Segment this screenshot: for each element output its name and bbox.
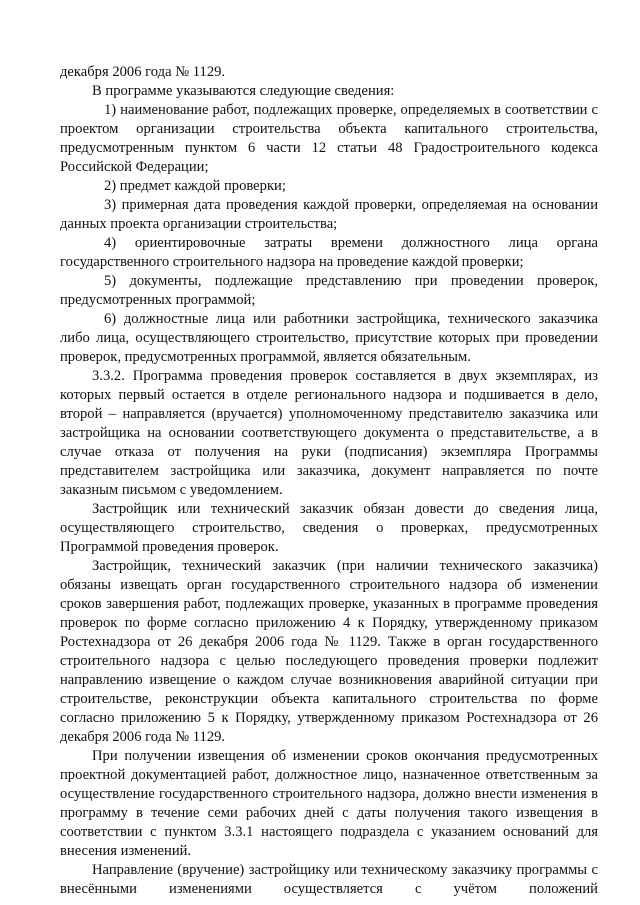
list-item-2-inspection-subject: 2) предмет каждой проверки;	[104, 178, 286, 194]
paragraph-program-changes: При получении извещения об изменении сроков окончания предусмотренных проектной документацией работ, должностное лицо, назначенное ответственным за осуществление государственного строительного надзора, должно внести изменения в программу в течение семи рабочих дней с даты получения такого извещения в соответствии с пунктом 3.3.1 настоящего подраздела с указанием оснований для внесения изменений.	[60, 748, 598, 859]
paragraph-program-contents-intro: В программе указываются следующие сведения:	[92, 83, 395, 99]
list-item-1-work-names: 1) наименование работ, подлежащих проверке, определяемых в соответствии с проектом организации строительства объекта капитального строительства, предусмотренным пунктом 6 части 12 статьи 48 Градостроительного кодекса Российской Федерации;	[60, 102, 598, 175]
paragraph-3-3-2-copies: 3.3.2. Программа проведения проверок составляется в двух экземплярах, из которых первый остается в отделе регионального надзора и подшивается в дело, второй – направляется (вручается) уполномоченному представителю заказчика или застройщика на основании соответствующего документа о представительстве, а в случае отказа от получения на руки (подписания) экземпляра Программы представителем застройщика или заказчика, документ направляется по почте заказным письмом с уведомлением.	[60, 368, 598, 498]
document-page	[60, 63, 598, 899]
list-item-4-time-costs: 4) ориентировочные затраты времени должностного лица органа государственного строительного надзора на проведение каждой проверки;	[60, 235, 598, 270]
paragraph-delivery-of-changes: Направление (вручение) застройщику или техническому заказчику программы с внесёнными изменениями осуществляется с учётом положений	[60, 862, 598, 897]
paragraph-developer-notify: Застройщик или технический заказчик обязан довести до сведения лица, осуществляющего строительство, сведения о проверках, предусмотренных Программой проведения проверок.	[60, 501, 598, 555]
list-item-5-documents: 5) документы, подлежащие представлению при проведении проверок, предусмотренных программой;	[60, 273, 598, 308]
list-item-6-officials: 6) должностные лица или работники застройщика, технического заказчика либо лица, осуществляющего строительство, присутствие которых при проведении проверок, предусмотренных программой, является обязательным.	[60, 311, 598, 365]
list-item-3-inspection-date: 3) примерная дата проведения каждой проверки, определяемая на основании данных проекта организации строительства;	[60, 197, 598, 232]
paragraph-developer-obligations: Застройщик, технический заказчик (при наличии технического заказчика) обязаны извещать орган государственного строительного надзора об изменении сроков завершения работ, подлежащих проверке, указанных в программе проведения проверок по форме согласно приложению 4 к Порядку, утвержденному приказом Ростехнадзора от 26 декабря 2006 года № 1129. Также в орган государственного строительного надзора с целью последующего проведения проверки подлежит направлению извещение о каждом случае возникновения аварийной ситуации при строительстве, реконструкции объекта капитального строительства по форме согласно приложению 5 к Порядку, утвержденному приказом Ростехнадзора от 26 декабря 2006 года № 1129.	[60, 558, 598, 745]
paragraph-order-ref: декабря 2006 года № 1129.	[60, 64, 226, 80]
